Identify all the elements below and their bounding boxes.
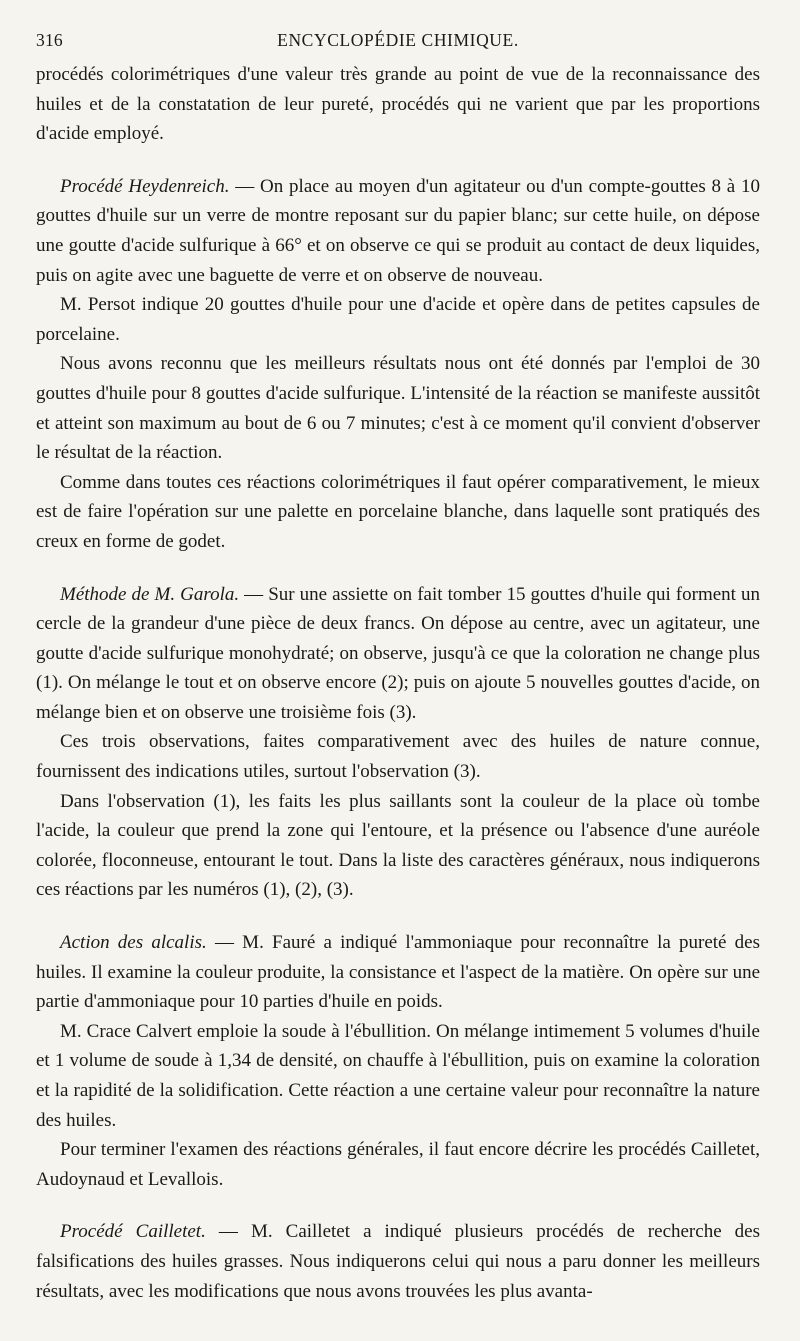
page-number: 316 (36, 30, 63, 50)
paragraph-methode-garola: Méthode de M. Garola. — Sur une assiette on fait tomber 15 gouttes d'huile qui forment un cercle de la grandeur d'une pièce de deux francs. On dépose au centre, avec un agitateur, une goutte d'acide sulfurique monohydraté; on observe, jusqu'à ce que la coloration ne change plus (1). On mélange le tout et on observe encore (2); puis on ajoute 5 nouvelles gouttes d'acide, on mélange bien et on observe une troisième fois (3). (36, 583, 761, 723)
paragraph: procédés colorimétriques d'une valeur très grande au point de vue de la reconnaissance des huiles et de la constatation de leur pureté, procédés qui ne varient que par les proportions d'acide employé. (36, 64, 760, 145)
paragraph: Nous avons reconnu que les meilleurs résultats nous ont été donnés par l'emploi de 30 gouttes d'huile pour 8 gouttes d'acide sulfurique. L'intensité de la réaction se manifeste aussitôt et atteint son maximum au bout de 6 ou 7 minutes; c'est à ce moment qu'il convient d'observer le résultat de la réaction. (36, 353, 760, 464)
paragraph-procede-cailletet: Procédé Cailletet. — M. Cailletet a indiqué plusieurs procédés de recherche des falsifications des huiles grasses. Nous indiquerons celui qui nous a paru donner les meilleurs résultats, avec les modifications que nous avons trouvées les plus avanta- (36, 1221, 761, 1302)
run-in-heading: Méthode de M. Garola. (60, 583, 240, 605)
running-title: ENCYCLOPÉDIE CHIMIQUE. (277, 30, 519, 50)
paragraph: M. Persot indique 20 gouttes d'huile pour une d'acide et opère dans de petites capsules de porcelaine. (36, 294, 760, 345)
paragraph: Dans l'observation (1), les faits les plus saillants sont la couleur de la place où tombe l'acide, la couleur que prend la zone qui l'entoure, et la présence ou l'absence d'une auréole colorée, floconneuse, entourant le tout. Dans la liste des caractères généraux, nous indiquerons ces réactions par les numéros (1), (2), (3). (36, 790, 760, 901)
run-in-heading: Procédé Heydenreich. (60, 175, 230, 197)
run-in-heading: Action des alcalis. (60, 932, 207, 954)
paragraph: Pour terminer l'examen des réactions générales, il faut encore décrire les procédés Cailletet, Audoynaud et Levallois. (36, 1139, 760, 1190)
body-text (36, 60, 760, 1306)
run-in-heading: Procédé Cailletet. (60, 1221, 206, 1243)
paragraph-action-alcalis: Action des alcalis. — M. Fauré a indiqué l'ammoniaque pour reconnaître la pureté des huiles. Il examine la couleur produite, la consistance et l'aspect de la matière. On opère sur une partie d'ammoniaque pour 10 parties d'huile en poids. (36, 932, 761, 1013)
paragraph-procede-heydenreich: Procédé Heydenreich. — On place au moyen d'un agitateur ou d'un compte-gouttes 8 à 10 gouttes d'huile sur un verre de montre reposant sur du papier blanc; sur cette huile, on dépose une goutte d'acide sulfurique à 66° et on observe ce qui se produit au contact de deux liquides, puis on agite avec une baguette de verre et on observe de nouveau. (36, 175, 760, 286)
paragraph: M. Crace Calvert emploie la soude à l'ébullition. On mélange intimement 5 volumes d'huile et 1 volume de soude à 1,34 de densité, on chauffe à l'ébullition, puis on examine la coloration et la rapidité de la solidification. Cette réaction a une certaine valeur pour reconnaître la nature des huiles. (36, 1020, 760, 1131)
paragraph: Comme dans toutes ces réactions colorimétriques il faut opérer comparativement, le mieux est de faire l'opération sur une palette en porcelaine blanche, dans laquelle sont pratiqués des creux en forme de godet. (36, 471, 760, 552)
paragraph: Ces trois observations, faites comparativement avec des huiles de nature connue, fournissent des indications utiles, surtout l'observation (3). (36, 731, 760, 783)
page-header (36, 24, 760, 58)
